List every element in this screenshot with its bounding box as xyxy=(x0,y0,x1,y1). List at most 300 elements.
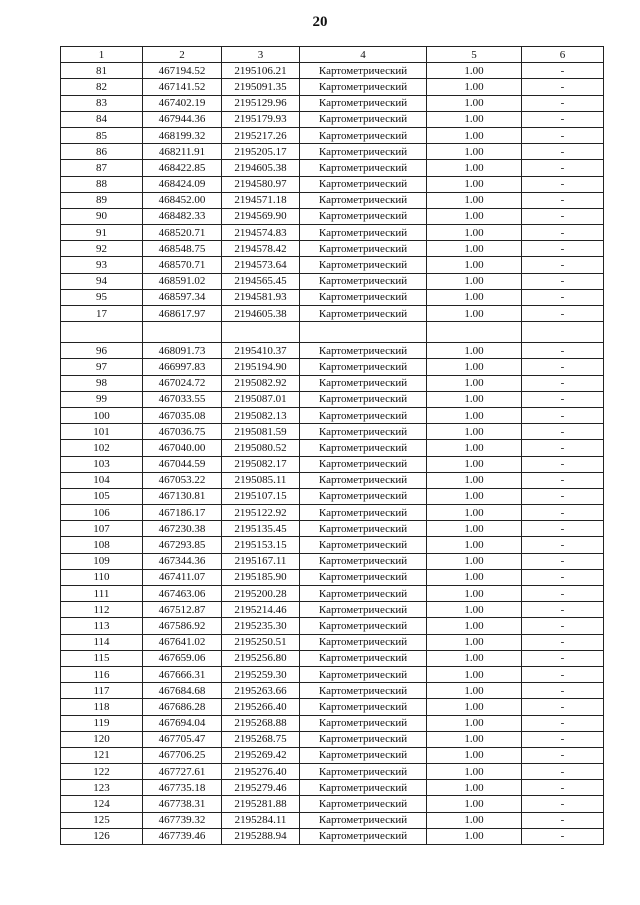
table-row xyxy=(61,780,604,796)
table-cell: 467738.31 xyxy=(143,796,222,812)
table-cell: - xyxy=(522,472,604,488)
table-cell: 2195080.52 xyxy=(222,440,300,456)
table-row xyxy=(61,796,604,812)
table-cell: 117 xyxy=(61,683,143,699)
table-cell: 467512.87 xyxy=(143,602,222,618)
table-cell: 468548.75 xyxy=(143,241,222,257)
table-cell: - xyxy=(522,618,604,634)
table-cell: 2195288.94 xyxy=(222,828,300,844)
table-cell: - xyxy=(522,208,604,224)
table-cell: Картометрический xyxy=(300,192,427,208)
table-row xyxy=(61,553,604,569)
table-cell: 468424.09 xyxy=(143,176,222,192)
table-cell: 1.00 xyxy=(427,796,522,812)
table-row xyxy=(61,731,604,747)
table-cell: 86 xyxy=(61,144,143,160)
table-cell: 1.00 xyxy=(427,111,522,127)
table-cell: 2195122.92 xyxy=(222,505,300,521)
table-cell: 467666.31 xyxy=(143,666,222,682)
table-cell: Картометрический xyxy=(300,79,427,95)
table-cell: 2195085.11 xyxy=(222,472,300,488)
table-cell: Картометрический xyxy=(300,343,427,359)
table-cell: 467194.52 xyxy=(143,63,222,79)
table-cell: - xyxy=(522,192,604,208)
table-cell: - xyxy=(522,537,604,553)
table-cell: 95 xyxy=(61,289,143,305)
table-cell: - xyxy=(522,634,604,650)
table-cell: 467739.32 xyxy=(143,812,222,828)
empty-cell xyxy=(143,322,222,343)
table-row xyxy=(61,192,604,208)
table-cell: 1.00 xyxy=(427,225,522,241)
table-cell: Картометрический xyxy=(300,160,427,176)
table-cell: 97 xyxy=(61,359,143,375)
table-cell: 2195281.88 xyxy=(222,796,300,812)
table-cell: 106 xyxy=(61,505,143,521)
table-cell: Картометрический xyxy=(300,472,427,488)
table-cell: 467186.17 xyxy=(143,505,222,521)
table-cell: 1.00 xyxy=(427,553,522,569)
table-cell: 116 xyxy=(61,666,143,682)
table-cell: - xyxy=(522,796,604,812)
table-cell: Картометрический xyxy=(300,602,427,618)
table-cell: 468482.33 xyxy=(143,208,222,224)
table-row xyxy=(61,63,604,79)
table-cell: 467586.92 xyxy=(143,618,222,634)
table-cell: 466997.83 xyxy=(143,359,222,375)
table-cell: 467659.06 xyxy=(143,650,222,666)
table-row xyxy=(61,208,604,224)
table-cell: Картометрический xyxy=(300,375,427,391)
table-cell: Картометрический xyxy=(300,127,427,143)
table-cell: 467402.19 xyxy=(143,95,222,111)
table-cell: 2195135.45 xyxy=(222,521,300,537)
table-cell: 125 xyxy=(61,812,143,828)
table-cell: Картометрический xyxy=(300,586,427,602)
table-cell: 467411.07 xyxy=(143,569,222,585)
table-row xyxy=(61,225,604,241)
table-cell: - xyxy=(522,440,604,456)
table-cell: 468570.71 xyxy=(143,257,222,273)
table-cell: - xyxy=(522,359,604,375)
table-row xyxy=(61,257,604,273)
table-cell: Картометрический xyxy=(300,812,427,828)
table-cell: 468452.00 xyxy=(143,192,222,208)
table-cell: 1.00 xyxy=(427,440,522,456)
table-row xyxy=(61,79,604,95)
header-cell: 2 xyxy=(143,47,222,63)
table-cell: 467130.81 xyxy=(143,488,222,504)
table-cell: 1.00 xyxy=(427,176,522,192)
table-cell: 468597.34 xyxy=(143,289,222,305)
table-cell: Картометрический xyxy=(300,764,427,780)
table-cell: 2195284.11 xyxy=(222,812,300,828)
table-cell: 123 xyxy=(61,780,143,796)
table-cell: - xyxy=(522,111,604,127)
table-row xyxy=(61,440,604,456)
table-row xyxy=(61,666,604,682)
table-cell: 467739.46 xyxy=(143,828,222,844)
table-cell: 107 xyxy=(61,521,143,537)
table-cell: 468199.32 xyxy=(143,127,222,143)
table-cell: 467706.25 xyxy=(143,747,222,763)
table-cell: - xyxy=(522,764,604,780)
table-cell: 2195179.93 xyxy=(222,111,300,127)
table-row xyxy=(61,683,604,699)
table-cell: - xyxy=(522,343,604,359)
table-cell: 1.00 xyxy=(427,650,522,666)
table-cell: 98 xyxy=(61,375,143,391)
table-cell: 84 xyxy=(61,111,143,127)
table-cell: 2195250.51 xyxy=(222,634,300,650)
table-cell: Картометрический xyxy=(300,569,427,585)
table-cell: 468422.85 xyxy=(143,160,222,176)
table-cell: Картометрический xyxy=(300,747,427,763)
table-cell: 1.00 xyxy=(427,537,522,553)
table-cell: 2194571.18 xyxy=(222,192,300,208)
table-cell: 1.00 xyxy=(427,95,522,111)
table-cell: Картометрический xyxy=(300,828,427,844)
table-cell: 92 xyxy=(61,241,143,257)
table-cell: Картометрический xyxy=(300,553,427,569)
table-cell: - xyxy=(522,521,604,537)
table-cell: - xyxy=(522,715,604,731)
table-cell: 468617.97 xyxy=(143,306,222,322)
table-cell: 120 xyxy=(61,731,143,747)
table-cell: Картометрический xyxy=(300,273,427,289)
table-cell: 467230.38 xyxy=(143,521,222,537)
table-row xyxy=(61,521,604,537)
table-cell: 1.00 xyxy=(427,586,522,602)
table-cell: 2195217.26 xyxy=(222,127,300,143)
table-cell: 113 xyxy=(61,618,143,634)
table-cell: - xyxy=(522,241,604,257)
table-cell: - xyxy=(522,731,604,747)
table-cell: Картометрический xyxy=(300,95,427,111)
table-row xyxy=(61,472,604,488)
table-cell: 1.00 xyxy=(427,828,522,844)
table-cell: Картометрический xyxy=(300,715,427,731)
table-row xyxy=(61,715,604,731)
table-cell: - xyxy=(522,424,604,440)
table-cell: - xyxy=(522,586,604,602)
table-cell: 2194580.97 xyxy=(222,176,300,192)
table-cell: - xyxy=(522,828,604,844)
table-cell: - xyxy=(522,306,604,322)
table-cell: 122 xyxy=(61,764,143,780)
table-cell: 2195276.40 xyxy=(222,764,300,780)
table-cell: 467024.72 xyxy=(143,375,222,391)
table-cell: - xyxy=(522,505,604,521)
table-row xyxy=(61,569,604,585)
table-cell: 2195082.13 xyxy=(222,407,300,423)
table-cell: 2195167.11 xyxy=(222,553,300,569)
table-cell: Картометрический xyxy=(300,683,427,699)
table-cell: 2195268.88 xyxy=(222,715,300,731)
table-cell: 467735.18 xyxy=(143,780,222,796)
table-cell: 1.00 xyxy=(427,472,522,488)
table-cell: Картометрический xyxy=(300,407,427,423)
table-cell: Картометрический xyxy=(300,796,427,812)
table-cell: Картометрический xyxy=(300,699,427,715)
table-cell: Картометрический xyxy=(300,176,427,192)
table-row xyxy=(61,634,604,650)
table-cell: 1.00 xyxy=(427,715,522,731)
table-cell: 102 xyxy=(61,440,143,456)
empty-cell xyxy=(300,322,427,343)
table-cell: 1.00 xyxy=(427,192,522,208)
table-cell: 1.00 xyxy=(427,699,522,715)
table-cell: Картометрический xyxy=(300,63,427,79)
table-row xyxy=(61,764,604,780)
table-cell: - xyxy=(522,699,604,715)
table-cell: - xyxy=(522,456,604,472)
table-cell: 119 xyxy=(61,715,143,731)
table-row xyxy=(61,306,604,322)
table-cell: 467463.06 xyxy=(143,586,222,602)
table-cell: 467684.68 xyxy=(143,683,222,699)
table-cell: 2195153.15 xyxy=(222,537,300,553)
page-number: 20 xyxy=(312,14,328,30)
table-cell: - xyxy=(522,553,604,569)
table-cell: Картометрический xyxy=(300,359,427,375)
table-cell: 467036.75 xyxy=(143,424,222,440)
empty-cell xyxy=(522,322,604,343)
table-cell: 2195185.90 xyxy=(222,569,300,585)
table-cell: 1.00 xyxy=(427,666,522,682)
table-cell: 100 xyxy=(61,407,143,423)
table-cell: 2195087.01 xyxy=(222,391,300,407)
table-row xyxy=(61,505,604,521)
table-cell: Картометрический xyxy=(300,618,427,634)
table-cell: 2195269.42 xyxy=(222,747,300,763)
table-cell: 467293.85 xyxy=(143,537,222,553)
table-cell: 1.00 xyxy=(427,521,522,537)
table-cell: 1.00 xyxy=(427,375,522,391)
table-cell: Картометрический xyxy=(300,731,427,747)
table-row xyxy=(61,127,604,143)
table-cell: - xyxy=(522,391,604,407)
table-cell: Картометрический xyxy=(300,488,427,504)
table-row xyxy=(61,586,604,602)
table-row xyxy=(61,241,604,257)
table-row xyxy=(61,359,604,375)
table-row xyxy=(61,343,604,359)
table-cell: - xyxy=(522,176,604,192)
table-row xyxy=(61,95,604,111)
table-cell: Картометрический xyxy=(300,241,427,257)
table-cell: Картометрический xyxy=(300,208,427,224)
table-cell: 96 xyxy=(61,343,143,359)
table-cell: 1.00 xyxy=(427,391,522,407)
table-cell: 88 xyxy=(61,176,143,192)
table-row xyxy=(61,144,604,160)
table-cell: 1.00 xyxy=(427,747,522,763)
table-cell: 1.00 xyxy=(427,505,522,521)
table-cell: 468520.71 xyxy=(143,225,222,241)
table-cell: 467686.28 xyxy=(143,699,222,715)
table-cell: Картометрический xyxy=(300,537,427,553)
table-cell: - xyxy=(522,273,604,289)
table-cell: 2195410.37 xyxy=(222,343,300,359)
table-cell: 104 xyxy=(61,472,143,488)
table-cell: 90 xyxy=(61,208,143,224)
table-cell: - xyxy=(522,488,604,504)
table-cell: Картометрический xyxy=(300,289,427,305)
table-cell: 1.00 xyxy=(427,273,522,289)
table-cell: 93 xyxy=(61,257,143,273)
table-cell: 1.00 xyxy=(427,127,522,143)
table-cell: - xyxy=(522,683,604,699)
table-cell: 1.00 xyxy=(427,812,522,828)
table-cell: 1.00 xyxy=(427,63,522,79)
table-cell: 1.00 xyxy=(427,79,522,95)
table-cell: 1.00 xyxy=(427,634,522,650)
table-cell: Картометрический xyxy=(300,521,427,537)
table-cell: 89 xyxy=(61,192,143,208)
table-cell: 1.00 xyxy=(427,764,522,780)
table-cell: 467641.02 xyxy=(143,634,222,650)
table-cell: 1.00 xyxy=(427,289,522,305)
table-cell: 121 xyxy=(61,747,143,763)
table-cell: - xyxy=(522,63,604,79)
table-cell: 467053.22 xyxy=(143,472,222,488)
table-cell: 2195106.21 xyxy=(222,63,300,79)
empty-cell xyxy=(427,322,522,343)
table-cell: 109 xyxy=(61,553,143,569)
table-cell: 2195259.30 xyxy=(222,666,300,682)
header-cell: 5 xyxy=(427,47,522,63)
table-cell: 467944.36 xyxy=(143,111,222,127)
table-cell: Картометрический xyxy=(300,650,427,666)
header-cell: 4 xyxy=(300,47,427,63)
table-cell: 1.00 xyxy=(427,306,522,322)
table-cell: Картометрический xyxy=(300,634,427,650)
table-cell: 82 xyxy=(61,79,143,95)
table-row xyxy=(61,602,604,618)
table-row xyxy=(61,375,604,391)
table-cell: 118 xyxy=(61,699,143,715)
table-cell: 2194574.83 xyxy=(222,225,300,241)
table-cell: 467705.47 xyxy=(143,731,222,747)
table-cell: - xyxy=(522,407,604,423)
table-row xyxy=(61,456,604,472)
table-cell: 2195107.15 xyxy=(222,488,300,504)
table-cell: 81 xyxy=(61,63,143,79)
table-cell: 1.00 xyxy=(427,241,522,257)
table-cell: - xyxy=(522,127,604,143)
table-cell: 1.00 xyxy=(427,208,522,224)
table-row xyxy=(61,160,604,176)
table-cell: Картометрический xyxy=(300,144,427,160)
table-cell: 2195266.40 xyxy=(222,699,300,715)
table-cell: - xyxy=(522,375,604,391)
table-cell: - xyxy=(522,780,604,796)
table-cell: 2195205.17 xyxy=(222,144,300,160)
table-cell: 2195082.92 xyxy=(222,375,300,391)
table-cell: Картометрический xyxy=(300,306,427,322)
table-cell: 1.00 xyxy=(427,731,522,747)
table-cell: 1.00 xyxy=(427,488,522,504)
table-cell: 94 xyxy=(61,273,143,289)
table-cell: - xyxy=(522,602,604,618)
table-cell: 1.00 xyxy=(427,160,522,176)
table-row xyxy=(61,699,604,715)
table-row xyxy=(61,747,604,763)
table-cell: - xyxy=(522,289,604,305)
empty-cell xyxy=(61,322,143,343)
table-cell: 1.00 xyxy=(427,359,522,375)
table-row xyxy=(61,289,604,305)
table-cell: 2195235.30 xyxy=(222,618,300,634)
table-cell: 468091.73 xyxy=(143,343,222,359)
table-row xyxy=(61,407,604,423)
table-cell: 467344.36 xyxy=(143,553,222,569)
table-cell: 126 xyxy=(61,828,143,844)
table-row xyxy=(61,391,604,407)
table-cell: Картометрический xyxy=(300,391,427,407)
table-cell: 2195194.90 xyxy=(222,359,300,375)
table-cell: Картометрический xyxy=(300,424,427,440)
table-cell: - xyxy=(522,666,604,682)
header-cell: 3 xyxy=(222,47,300,63)
table-cell: 2195129.96 xyxy=(222,95,300,111)
table-cell: - xyxy=(522,569,604,585)
table-cell: 2194581.93 xyxy=(222,289,300,305)
table-row xyxy=(61,424,604,440)
table-cell: 2195082.17 xyxy=(222,456,300,472)
table-cell: Картометрический xyxy=(300,111,427,127)
table-cell: 467694.04 xyxy=(143,715,222,731)
table-row xyxy=(61,828,604,844)
table-cell: 1.00 xyxy=(427,618,522,634)
table-cell: 1.00 xyxy=(427,683,522,699)
table-cell: 124 xyxy=(61,796,143,812)
header-cell: 6 xyxy=(522,47,604,63)
table-cell: 1.00 xyxy=(427,343,522,359)
table-row xyxy=(61,273,604,289)
table-cell: 1.00 xyxy=(427,569,522,585)
table-cell: 114 xyxy=(61,634,143,650)
table-cell: Картометрический xyxy=(300,505,427,521)
header-cell: 1 xyxy=(61,47,143,63)
table-cell: Картометрический xyxy=(300,666,427,682)
coordinates-table xyxy=(60,46,604,845)
table-cell: - xyxy=(522,257,604,273)
table-cell: 2194573.64 xyxy=(222,257,300,273)
table-cell: 467033.55 xyxy=(143,391,222,407)
table-cell: 108 xyxy=(61,537,143,553)
table-cell: Картометрический xyxy=(300,225,427,241)
table-cell: 467035.08 xyxy=(143,407,222,423)
table-cell: Картометрический xyxy=(300,440,427,456)
table-cell: 2194605.38 xyxy=(222,160,300,176)
table-cell: 2194569.90 xyxy=(222,208,300,224)
table-cell: 2195279.46 xyxy=(222,780,300,796)
table-cell: 1.00 xyxy=(427,780,522,796)
header-row xyxy=(61,47,604,63)
empty-cell xyxy=(222,322,300,343)
table-cell: 101 xyxy=(61,424,143,440)
table-cell: 2195081.59 xyxy=(222,424,300,440)
table-row xyxy=(61,537,604,553)
table-cell: - xyxy=(522,160,604,176)
table-cell: - xyxy=(522,95,604,111)
table-cell: 111 xyxy=(61,586,143,602)
table-body xyxy=(61,63,604,845)
table-cell: 87 xyxy=(61,160,143,176)
table-cell: 85 xyxy=(61,127,143,143)
